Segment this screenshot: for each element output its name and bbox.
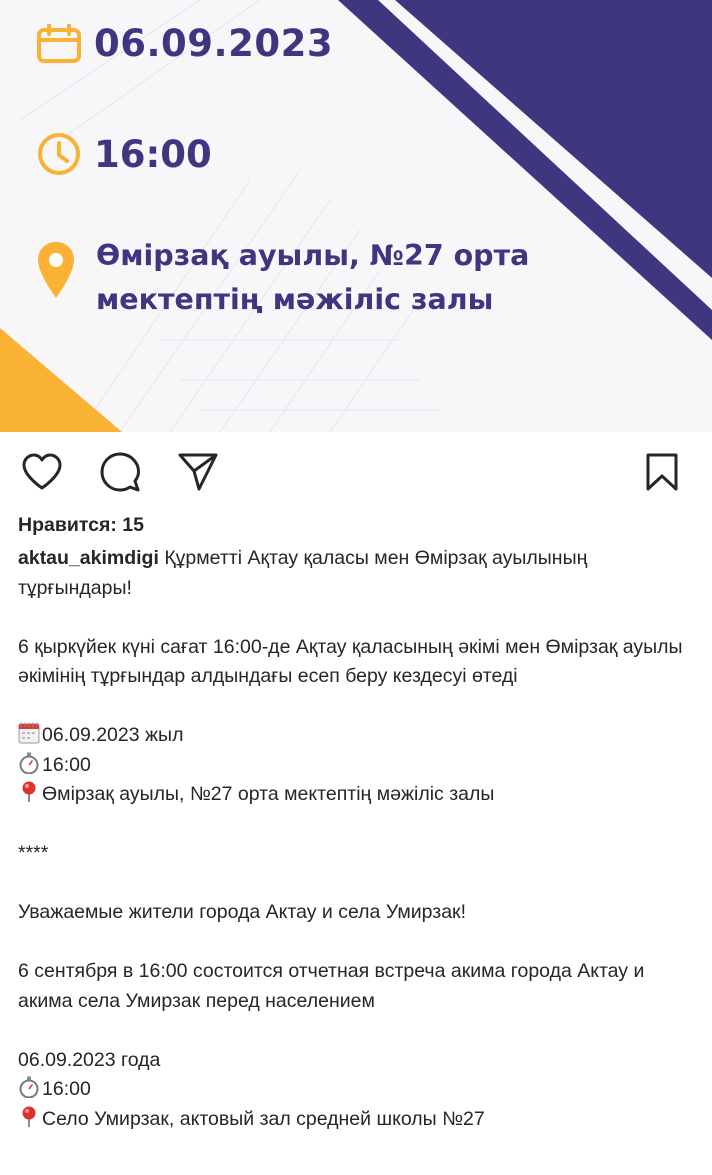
- post-caption: [18, 544, 702, 1134]
- banner-time-row: [36, 131, 212, 177]
- stopwatch-emoji-icon: [18, 1076, 40, 1098]
- pushpin-emoji-icon: [18, 781, 40, 803]
- like-button[interactable]: [18, 446, 66, 498]
- caption-kz-date-line: [18, 721, 702, 751]
- comment-icon: [99, 451, 141, 493]
- location-pin-icon: [36, 232, 76, 302]
- send-icon: [177, 451, 219, 493]
- banner-date-row: [36, 22, 333, 65]
- caption-kz-time: 16:00: [42, 753, 91, 776]
- orange-triangle: [0, 328, 122, 432]
- caption-ru-location: Село Умирзак, актовый зал средней школы №27: [42, 1107, 485, 1130]
- caption-kz-body: 6 қыркүйек күні сағат 16:00-де Ақтау қаласының әкімі мен Өмірзақ ауылы әкімінің тұрғындар алдындағы есеп беру кездесуі өтеді: [18, 635, 683, 687]
- username-link[interactable]: aktau_akimdigi: [18, 547, 159, 569]
- caption-ru-time-line: [18, 1075, 702, 1105]
- banner-location-row: [36, 232, 529, 322]
- caption-first-paragraph: [18, 544, 702, 603]
- caption-kz-date: 06.09.2023 жыл: [42, 724, 184, 746]
- save-button[interactable]: [638, 446, 686, 498]
- post-action-bar: [0, 446, 712, 502]
- calendar-icon: [36, 24, 82, 64]
- caption-ru-body: 6 сентября в 16:00 состоится отчетная встреча акима города Актау и акима села Умирзак перед населением: [18, 960, 645, 1012]
- calendar-emoji-icon: [18, 722, 40, 744]
- banner-location-line1: Өмірзақ ауылы, №27 орта: [96, 239, 530, 272]
- caption-ru-date: 06.09.2023 года: [18, 1048, 161, 1071]
- banner-location: [96, 234, 529, 322]
- comment-button[interactable]: [96, 446, 144, 498]
- banner-date: 06.09.2023: [94, 22, 334, 65]
- share-button[interactable]: [174, 446, 222, 498]
- caption-kz-location: Өмірзақ ауылы, №27 орта мектептің мәжіліс залы: [42, 783, 495, 805]
- banner-location-line2: мектептің мәжіліс залы: [96, 283, 494, 316]
- bookmark-icon: [644, 451, 680, 493]
- stopwatch-emoji-icon: [18, 752, 40, 774]
- likes-count[interactable]: Нравится: 15: [18, 514, 144, 536]
- banner-time: 16:00: [94, 132, 212, 176]
- post-image[interactable]: [0, 0, 712, 432]
- clock-icon: [36, 131, 82, 177]
- caption-kz-time-line: [18, 751, 702, 781]
- caption-separator: ****: [18, 842, 49, 864]
- caption-kz-location-line: [18, 780, 702, 810]
- caption-ru-time: 16:00: [42, 1078, 91, 1100]
- caption-kz-greeting: Құрметті Ақтау қаласы мен Өмірзақ ауылының тұрғындары!: [18, 547, 588, 599]
- caption-ru-location-line: [18, 1105, 702, 1135]
- heart-icon: [21, 452, 63, 492]
- caption-ru-greeting: Уважаемые жители города Актау и села Умирзак!: [18, 901, 466, 923]
- pushpin-emoji-icon: [18, 1106, 40, 1128]
